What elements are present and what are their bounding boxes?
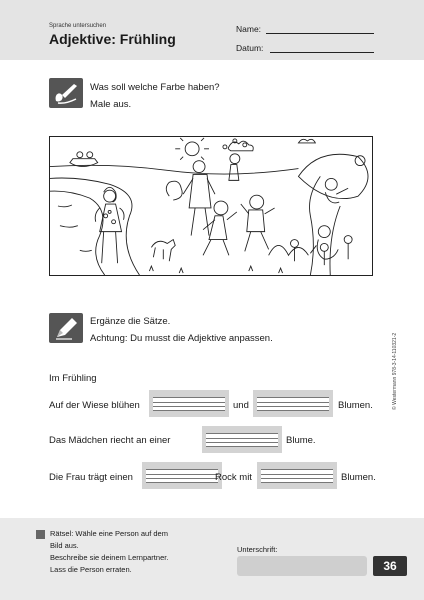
name-label: Name: [236, 24, 262, 34]
adjective-gap-4[interactable] [142, 462, 222, 489]
page-header [0, 0, 424, 60]
name-field[interactable] [266, 33, 374, 34]
adjective-gap-2[interactable] [253, 390, 333, 417]
date-field[interactable] [270, 52, 374, 53]
riddle-marker-icon [36, 530, 45, 539]
sentences-intro: Im Frühling [49, 373, 97, 384]
task2-instruction-2: Achtung: Du musst die Adjektive anpassen. [90, 333, 273, 344]
date-label: Datum: [236, 43, 264, 53]
subject-label: Sprache untersuchen [49, 23, 107, 29]
sentence-1-and: und [233, 400, 249, 411]
signature-field[interactable] [237, 556, 367, 576]
task2-instruction-1: Ergänze die Sätze. [90, 316, 171, 327]
page-title: Adjektive: Frühling [49, 31, 176, 47]
task1-instruction-1: Was soll welche Farbe haben? [90, 82, 220, 93]
riddle-line-2: Bild aus. [50, 541, 79, 550]
sentence-1-end: Blumen. [338, 400, 373, 411]
riddle-text [50, 528, 215, 576]
adjective-gap-1[interactable] [149, 390, 229, 417]
pencil-icon [49, 313, 83, 343]
coloring-picture[interactable] [49, 136, 373, 276]
page-number: 36 [373, 556, 407, 576]
copyright-notice: © Westermann 978-3-14-110321-2 [392, 332, 398, 410]
brush-icon [49, 78, 83, 108]
page-footer [0, 518, 424, 600]
adjective-gap-3[interactable] [202, 426, 282, 453]
signature-label: Unterschrift: [237, 545, 278, 554]
sentence-2-end: Blume. [286, 435, 316, 446]
task1-instruction-2: Male aus. [90, 99, 132, 110]
sentence-3-end: Blumen. [341, 472, 376, 483]
sentence-3-middle: Rock mit [215, 472, 252, 483]
riddle-line-4: Lass die Person erraten. [50, 565, 132, 574]
sentence-1-start: Auf der Wiese blühen [49, 400, 140, 411]
adjective-gap-5[interactable] [257, 462, 337, 489]
riddle-line-1: Rätsel: Wähle eine Person auf dem [50, 529, 168, 538]
sentence-3-start: Die Frau trägt einen [49, 472, 133, 483]
riddle-line-3: Beschreibe sie deinem Lernpartner. [50, 553, 169, 562]
sentence-2-start: Das Mädchen riecht an einer [49, 435, 171, 446]
